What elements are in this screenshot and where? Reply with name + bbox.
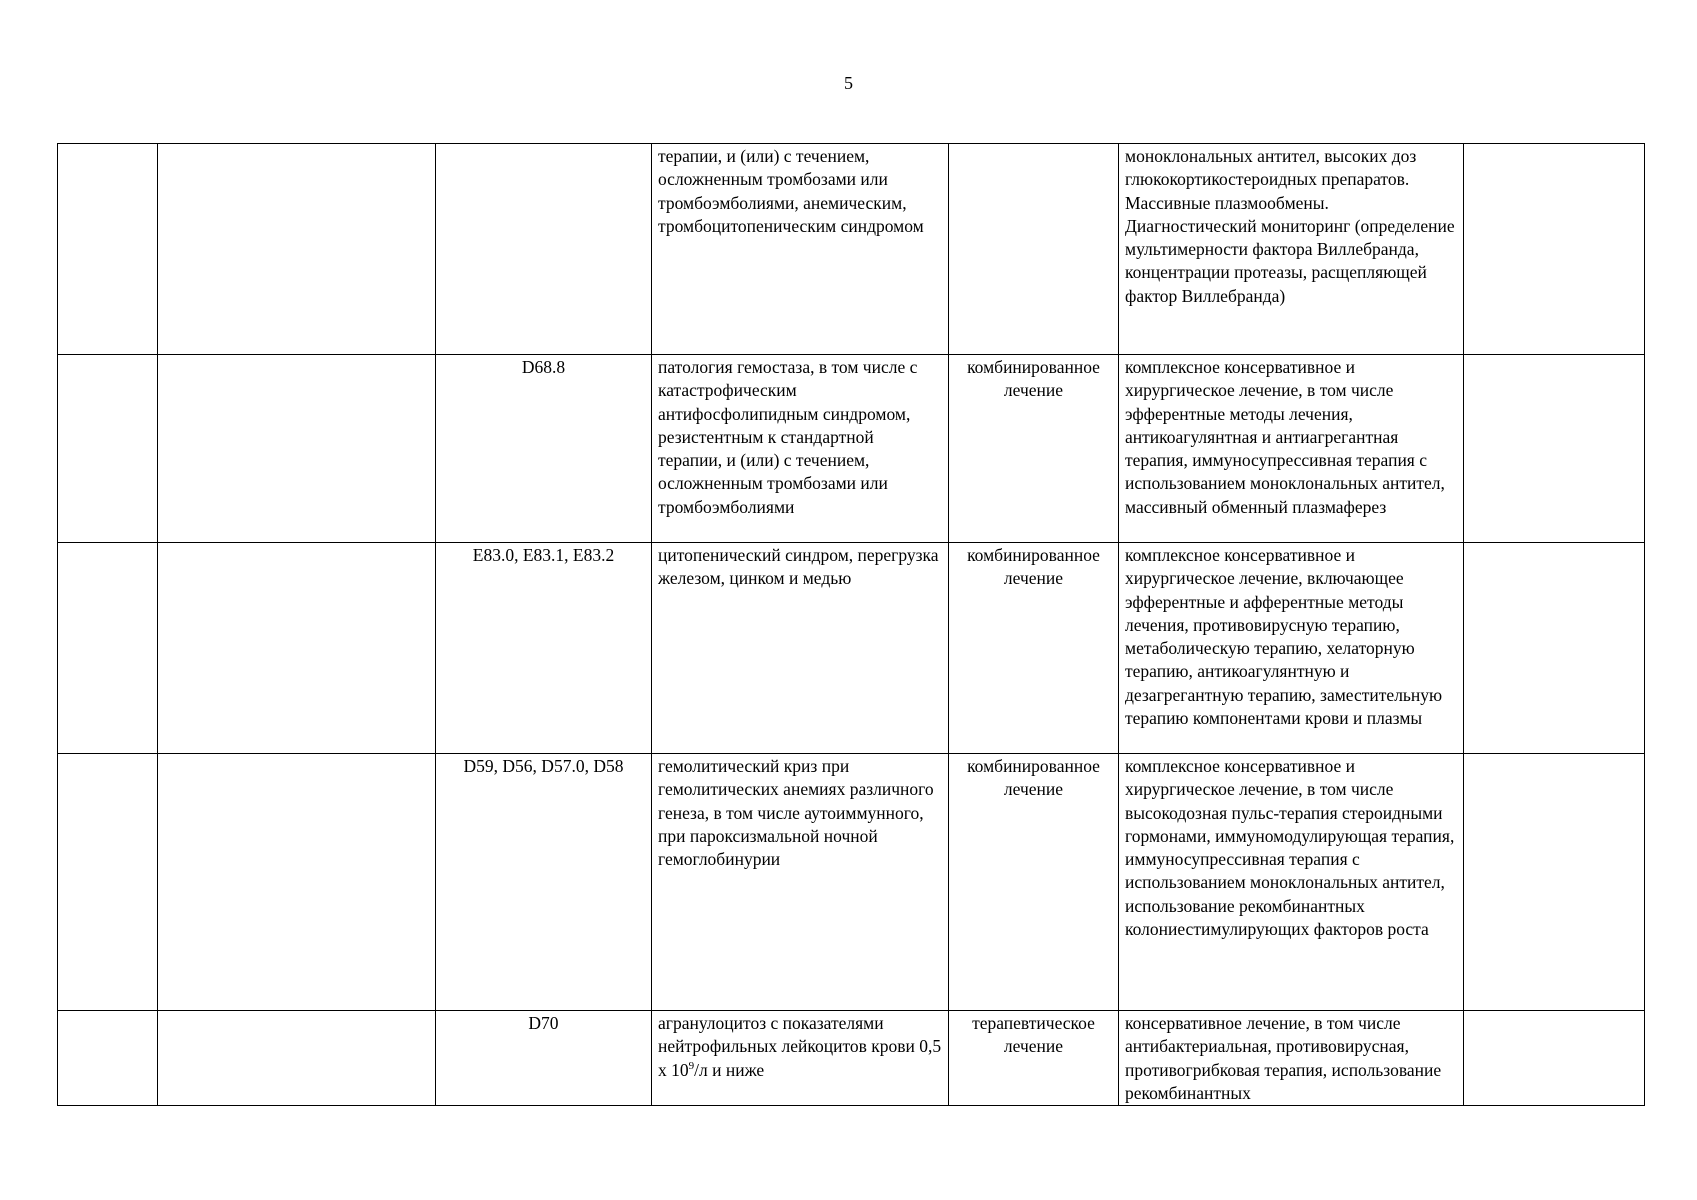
profile-cell	[158, 543, 436, 754]
profile-cell	[158, 355, 436, 543]
page-number: 5	[844, 73, 853, 93]
patient-model-cell: гемолитический криз при гемолитических анемиях различного генеза, в том числе аутоиммунного, при пароксизмальной ночной гемоглобинурии	[652, 754, 949, 1011]
treatment-type-cell: терапевтическое лечение	[949, 1011, 1119, 1106]
row-number-cell	[58, 1011, 158, 1106]
treatment-method-cell: комплексное консервативное и хирургическое лечение, в том числе высокодозная пульс-терапия стероидными гормонами, иммуномодулирующая терапия, иммуносупрессивная терапия с использованием моноклональных антител, использование рекомбинантных колониестимулирующих факторов роста	[1119, 754, 1464, 1011]
treatment-type-cell	[949, 144, 1119, 355]
table-row	[58, 1011, 1645, 1106]
icd-code-cell: D59, D56, D57.0, D58	[436, 754, 652, 1011]
row-number-cell	[58, 543, 158, 754]
icd-code-cell: E83.0, E83.1, E83.2	[436, 543, 652, 754]
patient-model-unit: /л и ниже	[694, 1059, 765, 1080]
treatment-type-cell: комбинированное лечение	[949, 355, 1119, 543]
cost-cell	[1464, 144, 1645, 355]
treatment-table-container	[57, 143, 1644, 1106]
profile-cell	[158, 754, 436, 1011]
cost-cell	[1464, 754, 1645, 1011]
treatment-type-cell: комбинированное лечение	[949, 543, 1119, 754]
treatment-method-cell: моноклональных антител, высоких доз глюкокортикостероидных препаратов. Массивные плазмообмены. Диагностический мониторинг (определение мультимерности фактора Виллебранда, концентрации протеазы, расщепляющей фактор Виллебранда)	[1119, 144, 1464, 355]
profile-cell	[158, 1011, 436, 1106]
exponent: 9	[688, 1059, 695, 1072]
row-number-cell	[58, 144, 158, 355]
treatment-table	[57, 143, 1645, 1106]
table-row	[58, 144, 1645, 355]
treatment-type-cell: комбинированное лечение	[949, 754, 1119, 1011]
icd-code-cell: D68.8	[436, 355, 652, 543]
table-row	[58, 355, 1645, 543]
patient-model-cell	[652, 1011, 949, 1106]
patient-model-cell: цитопенический синдром, перегрузка железом, цинком и медью	[652, 543, 949, 754]
row-number-cell	[58, 355, 158, 543]
row-number-cell	[58, 754, 158, 1011]
profile-cell	[158, 144, 436, 355]
patient-model-text: агранулоцитоз с показателями нейтрофильных лейкоцитов крови 0,5 х 10	[658, 1013, 942, 1080]
icd-code-cell: D70	[436, 1011, 652, 1106]
cost-cell	[1464, 355, 1645, 543]
treatment-method-cell: комплексное консервативное и хирургическое лечение, в том числе эфферентные методы лечения, антикоагулянтная и антиагрегантная терапия, иммуносупрессивная терапия с использованием моноклональных антител, массивный обменный плазмаферез	[1119, 355, 1464, 543]
table-row	[58, 543, 1645, 754]
patient-model-cell: патология гемостаза, в том числе с катастрофическим антифосфолипидным синдромом, резистентным к стандартной терапии, и (или) с течением, осложненным тромбозами или тромбоэмболиями	[652, 355, 949, 543]
table-row	[58, 754, 1645, 1011]
cost-cell	[1464, 543, 1645, 754]
cost-cell	[1464, 1011, 1645, 1106]
treatment-method-cell: консервативное лечение, в том числе антибактериальная, противовирусная, противогрибковая терапия, использование рекомбинантных	[1119, 1011, 1464, 1106]
icd-code-cell	[436, 144, 652, 355]
patient-model-cell: терапии, и (или) с течением, осложненным тромбозами или тромбоэмболиями, анемическим, тромбоцитопеническим синдромом	[652, 144, 949, 355]
treatment-method-cell: комплексное консервативное и хирургическое лечение, включающее эфферентные и афферентные методы лечения, противовирусную терапию, метаболическую терапию, хелаторную терапию, антикоагулянтную и дезагрегантную терапию, заместительную терапию компонентами крови и плазмы	[1119, 543, 1464, 754]
